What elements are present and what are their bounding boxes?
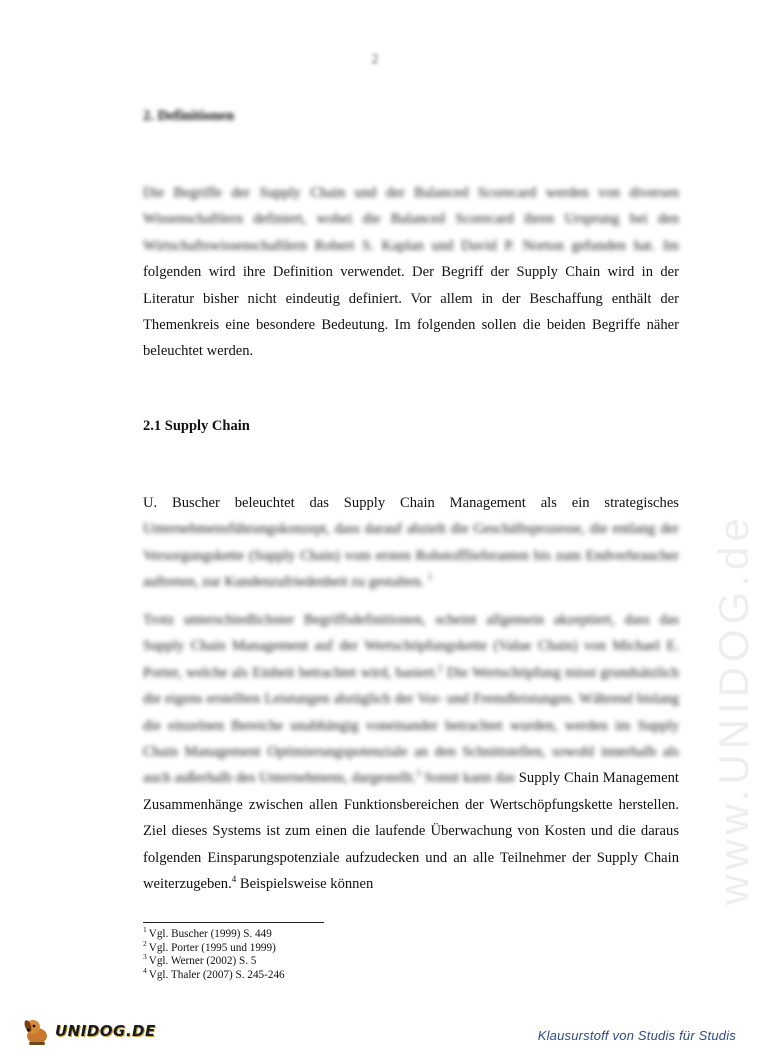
dog-icon [20, 1016, 54, 1046]
footnote-ref: 3 [416, 768, 421, 779]
footnotes [143, 925, 285, 982]
footnote-ref: 1 [427, 572, 433, 583]
visible-text: Supply Chain Management Zusammenhänge zwischen allen Funktionsbereichen der Wertschöpfungskette herstellen. Ziel dieses Systems ist zum einen die laufende Überwachung von Kosten und die daraus folgenden Einsparungspotenziale aufzudecken und an alle Teilnehmer der Supply Chain weiterzugeben. [143, 770, 679, 893]
paragraph-porter [143, 607, 679, 897]
blurred-text: Trotz unterschiedlichster Begriffsdefinitionen, scheint allgemein akzeptiert, dass das Supply Chain Management auf der Wertschöpfungskette (Value Chain) von Michael E. Porter, welche als Einheit betrachtet wird, basiert.$^2$ Die Wertschöpfung misst grundsätzlich die eigens erstellten Leistungen abzüglich der Vor- und Fremdleistungen. Während bislang die einzelnen Bereiche unabhängig voneinander betrachtet wurden, werden im Supply Chain Management Optimierungspotenziale an den Schnittstellen, sowohl innerhalb als auch außerhalb des Unternehmens, dargestellt.$^3$ Somit kann das [143, 612, 679, 787]
footnote-item: $^4$ Vgl. Thaler (2007) S. 245-246 [143, 965, 285, 981]
watermark: www.UNIDOG.de [710, 513, 757, 905]
footnote-item: $^1$ Vgl. Buscher (1999) S. 449 [143, 925, 272, 940]
blurred-text: Unternehmensführungskonzept, dass darauf abzielt die Geschäftsprozesse, die entlang der Versorgungskette (Supply Chain) vom ersten Rohstofflieferanten bis zum Endverbraucher auftreten, zur Kundenzufriedenheit zu gestalten. $^1$ [143, 521, 679, 591]
paragraph-buscher [143, 490, 679, 596]
tagline: Klausurstoff von Studis für Studis [537, 1028, 736, 1043]
blurred-text: Die Begriffe der Supply Chain und der Balanced Scorecard werden von diversen Wissenschaftlern definiert, wobei die Balanced Scorecard ihren Ursprung bei den Wirtschaftswissenschaftlern Robert S. Kaplan und David P. Norton gefunden hat. Im [143, 185, 679, 254]
section-heading: 2. Definitionen [143, 108, 235, 124]
logo[interactable] [20, 1016, 156, 1046]
visible-text: U. Buscher beleuchtet das Supply Chain Management als ein strategisches [143, 495, 679, 511]
footnote-item: $^3$ Vgl. Werner (2002) S. 5 [143, 952, 257, 967]
subsection-heading: 2.1 Supply Chain [143, 418, 250, 434]
page-number: 2 [371, 52, 379, 67]
footnote-ref: 4 [231, 874, 237, 885]
visible-text-tail: Beispielsweise können [239, 876, 374, 893]
footnote-item: $^2$ Vgl. Porter (1995 und 1999) [143, 938, 276, 954]
paragraph-intro [143, 180, 679, 365]
visible-text: folgenden wird ihre Definition verwendet. Der Begriff der Supply Chain wird in der Literatur bisher nicht eindeutig definiert. Vor allem in der Beschaffung enthält der Themenkreis eine besondere Bedeutung. Im folgenden sollen die beiden Begriffe näher beleuchtet werden. [143, 264, 679, 360]
logo-text: UNIDOG.DE [55, 1022, 156, 1040]
footnote-ref: 2 [438, 662, 443, 673]
footnote-divider [143, 922, 324, 923]
